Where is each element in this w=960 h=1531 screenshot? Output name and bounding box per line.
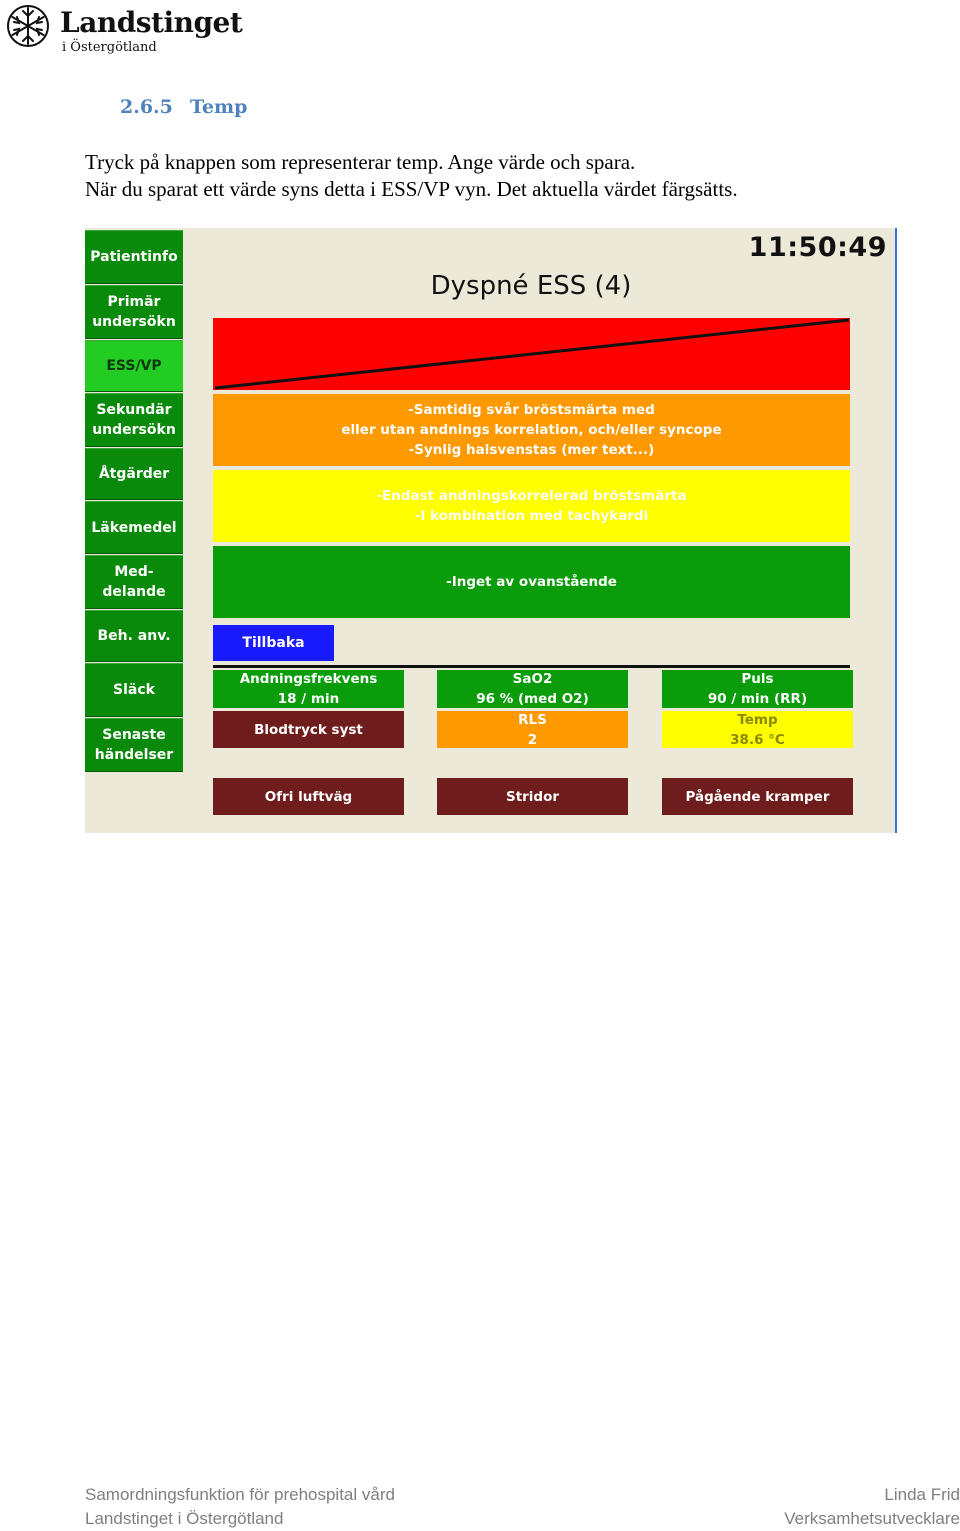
body-line: Tryck på knappen som representerar temp. Ange värde och spara. [85, 150, 636, 174]
cramps-button[interactable] [662, 778, 853, 815]
footer-dept: Samordningsfunktion för prehospital vård [85, 1485, 395, 1504]
body-paragraph [85, 149, 905, 203]
nav-recent-events[interactable]: Senaste händelser [85, 718, 183, 772]
resp-rate-button[interactable] [213, 670, 404, 708]
temp-button[interactable] [662, 711, 853, 748]
footer-author: Linda Frid [884, 1485, 960, 1504]
section-number: 2.6.5 [120, 96, 173, 118]
org-subname: i Östergötland [62, 40, 157, 55]
back-button[interactable]: Tillbaka [213, 625, 334, 661]
rls-button[interactable] [437, 711, 628, 748]
screen-title: Dyspné ESS (4) [430, 271, 632, 301]
nav-clear[interactable]: Släck [85, 663, 183, 717]
nav-ess-vp[interactable]: ESS/VP [85, 340, 183, 392]
resp-rate-value: 18 / min [277, 691, 340, 707]
body-line: När du sparat ett värde syns detta i ESS/VP vyn. Det aktuella värdet färgsätts. [85, 177, 738, 201]
resp-rate-label: Andningsfrekvens [239, 671, 378, 687]
temp-value: 38.6 °C [730, 731, 785, 748]
sao2-label: SaO2 [512, 671, 553, 687]
nav-user[interactable]: Beh. anv. [85, 610, 183, 662]
ess-vp-screenshot [85, 228, 897, 833]
nav-primary-exam[interactable]: Primär undersökn [85, 285, 183, 339]
pulse-label: Puls [741, 671, 774, 687]
nav-medication[interactable]: Läkemedel [85, 501, 183, 554]
org-logo [4, 2, 244, 58]
pulse-button[interactable] [662, 670, 853, 708]
section-title: Temp [190, 96, 248, 118]
rls-value: 2 [527, 731, 538, 748]
footer-role: Verksamhetsutvecklare [784, 1509, 960, 1528]
band-orange[interactable]: -Samtidig svår bröstsmärta med eller utan andnings korrelation, och/eller syncope -Synlig halsvenstas (mer text...) [213, 394, 850, 466]
footer-left [85, 1483, 395, 1531]
temp-label: Temp [737, 711, 778, 728]
footer-org: Landstinget i Östergötland [85, 1509, 284, 1528]
rls-label: RLS [518, 711, 547, 728]
nav-message[interactable]: Med- delande [85, 555, 183, 609]
nav-actions[interactable]: Åtgärder [85, 448, 183, 500]
org-name: Landstinget [60, 6, 243, 39]
band-green[interactable]: -Inget av ovanstående [213, 546, 850, 618]
bp-label: Blodtryck syst [254, 721, 363, 738]
window-edge [895, 228, 897, 833]
airway-label: Ofri luftväg [264, 788, 353, 805]
airway-button[interactable] [213, 778, 404, 815]
nav-patientinfo[interactable]: Patientinfo [85, 230, 183, 284]
snowflake-logo-icon [4, 2, 52, 50]
divider [213, 665, 850, 668]
footer-right [784, 1483, 960, 1531]
trend-line [213, 318, 850, 390]
clock: 11:50:49 [748, 232, 887, 263]
pulse-value: 90 / min (RR) [707, 691, 808, 707]
nav-secondary-exam[interactable]: Sekundär undersökn [85, 393, 183, 447]
cramps-label: Pågående kramper [685, 788, 830, 805]
sao2-button[interactable] [437, 670, 628, 708]
stridor-button[interactable] [437, 778, 628, 815]
bp-button[interactable] [213, 711, 404, 748]
band-red[interactable] [213, 318, 850, 390]
band-yellow[interactable]: -Endast andningskorrelerad bröstsmärta -I kombination med tachykardi [213, 470, 850, 542]
sao2-value: 96 % (med O2) [476, 691, 589, 707]
section-heading [120, 96, 247, 118]
stridor-label: Stridor [505, 788, 560, 805]
